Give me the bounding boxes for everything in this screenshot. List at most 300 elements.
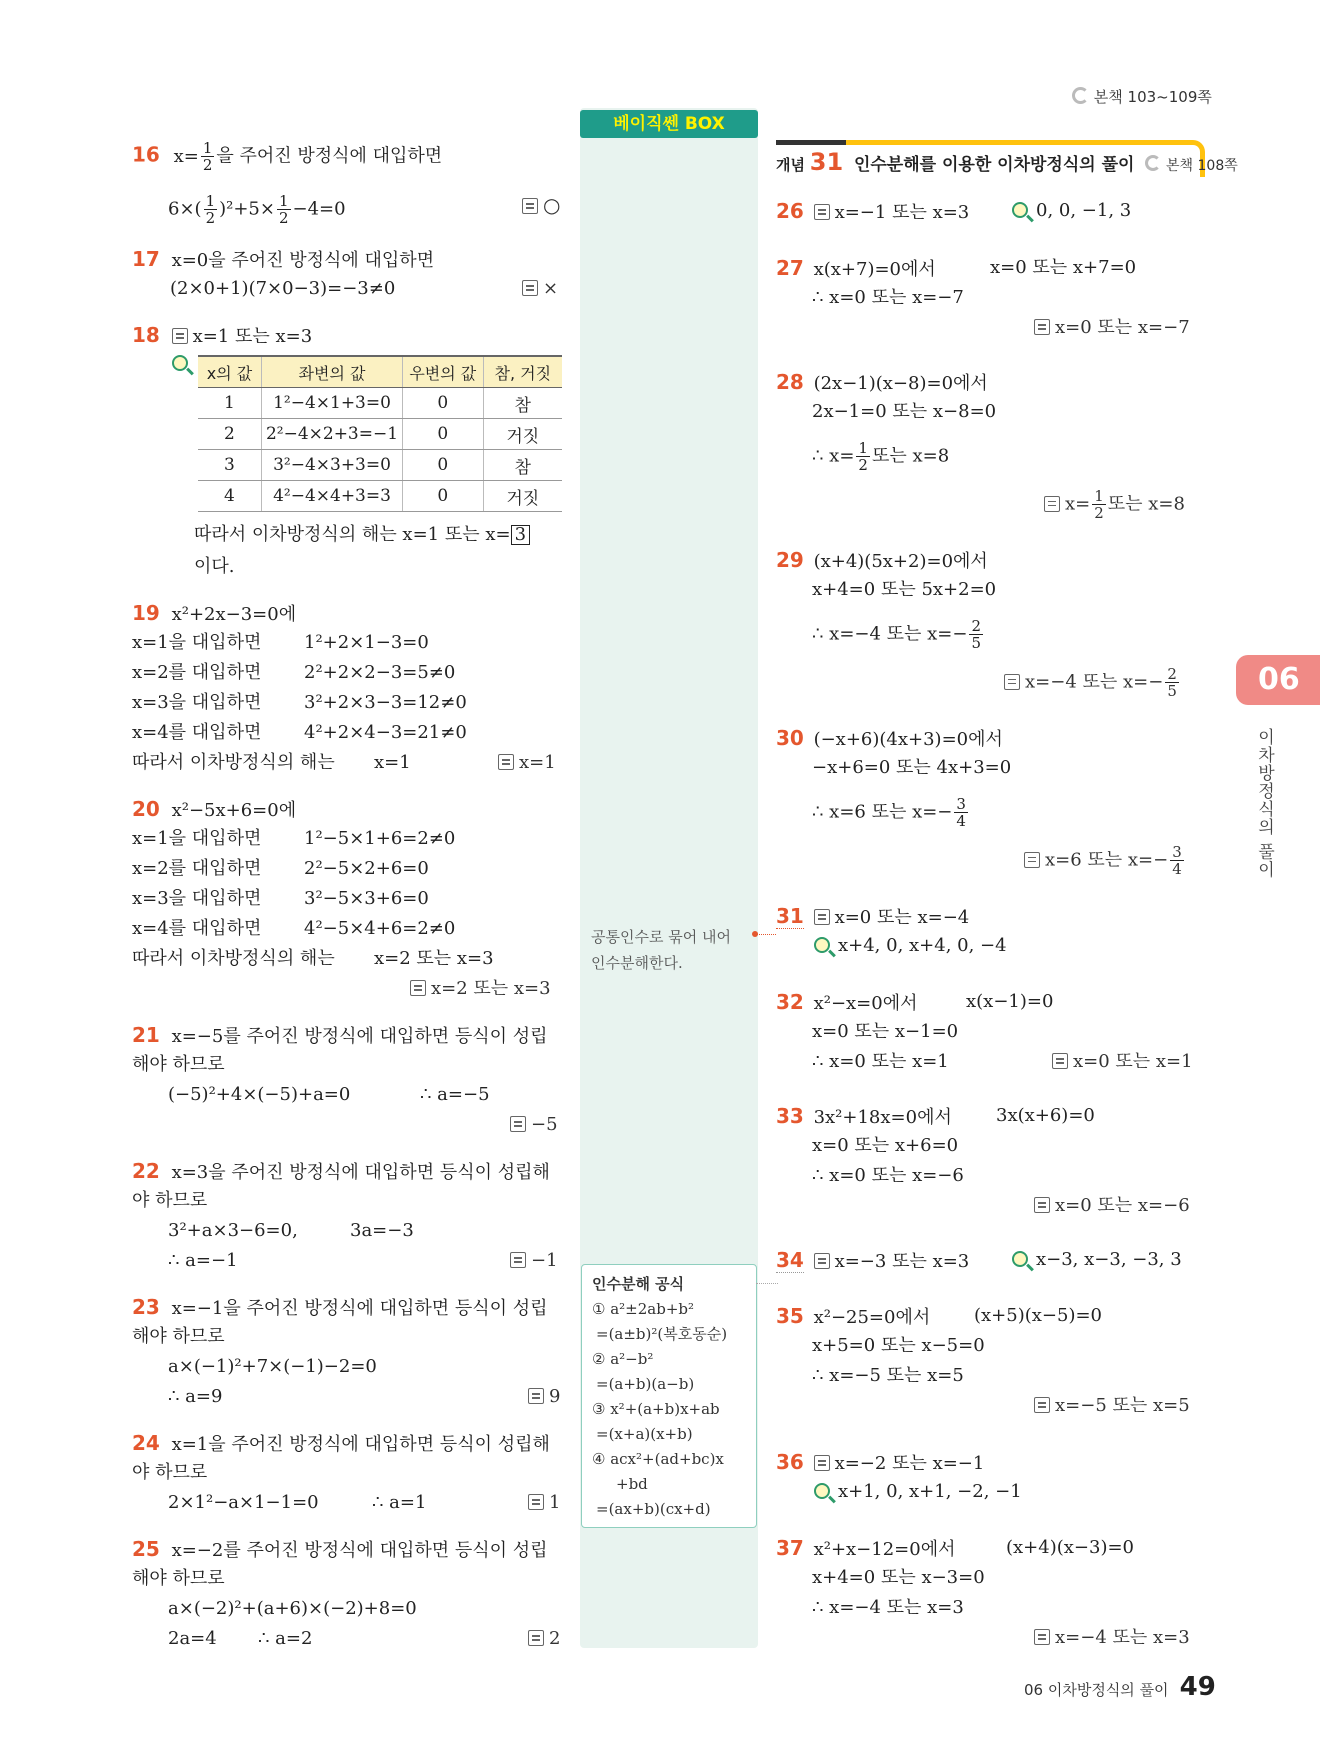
text-segment (1165, 666, 1179, 699)
text-line: (−x+6)(4x+3)=0에서 (813, 729, 1003, 750)
text-line: x=0 또는 x+7=0 (990, 257, 1137, 278)
answer-icon (1024, 852, 1040, 868)
formula-lines (592, 1297, 727, 1522)
text-line: 우변의 값 (403, 356, 483, 388)
text-line: x+4, 0, x+4, 0, −4 (838, 935, 1007, 956)
problem-20 (132, 797, 296, 823)
text-segment (812, 1164, 964, 1188)
text-segment (132, 1567, 225, 1591)
text-line: 32 (776, 990, 804, 1014)
text-line: 야 하므로 (132, 1190, 208, 1211)
hint-34 (1012, 1248, 1182, 1272)
text-line: 2a=4 (168, 1628, 217, 1649)
text-segment (168, 1491, 319, 1515)
problem-19 (132, 601, 296, 627)
text-line: x=−1을 주어진 방정식에 대입하면 등식이 성립 (171, 1298, 548, 1319)
text-segment (996, 1104, 1095, 1128)
problem-26 (776, 199, 969, 225)
text-line: ① a²±2ab+b² (592, 1300, 695, 1318)
text-segment (350, 1219, 414, 1243)
answer-28 (1044, 488, 1185, 521)
text-line: x²+x−12=0에서 (813, 1539, 956, 1560)
text-segment (132, 887, 261, 911)
text-segment (168, 1597, 417, 1621)
ref-icon (1072, 87, 1089, 104)
answer-37 (1034, 1626, 1190, 1650)
answer-icon (498, 754, 514, 770)
text-line: 2²−5×2+6=0 (304, 858, 429, 879)
text-line: 2 (202, 156, 213, 174)
text-segment (990, 256, 1136, 280)
magnifier-icon (1012, 202, 1028, 218)
text-line: x=1을 주어진 방정식에 대입하면 등식이 성립해 (171, 1434, 550, 1455)
basic-box-title: 베이직쎈 BOX (580, 110, 758, 138)
text-line: x=1을 대입하면 (132, 632, 262, 653)
text-segment (812, 756, 1011, 780)
text-segment (856, 440, 870, 473)
problem-18 (132, 323, 312, 349)
answer-icon (410, 980, 426, 996)
text-line: x=0 또는 x=−7 (1055, 317, 1190, 338)
text-line: (2x−1)(x−8)=0에서 (813, 373, 988, 394)
text-line: 본책 108쪽 (1166, 158, 1238, 174)
text-segment (132, 661, 261, 685)
text-line: 0 (403, 419, 483, 450)
text-segment (1170, 844, 1184, 877)
text-line: 2x−1=0 또는 x−8=0 (812, 401, 997, 422)
text-line: ∴ a=1 (372, 1492, 427, 1513)
text-line: 을 주어진 방정식에 대입하면 (216, 145, 443, 167)
text-line: x=3을 대입하면 (132, 692, 262, 713)
problem-16 (132, 140, 442, 173)
text-segment (168, 1627, 217, 1651)
text-line: 따라서 이차방정식의 해는 (132, 752, 335, 773)
text-segment (168, 1219, 298, 1243)
text-segment (168, 1355, 377, 1379)
text-segment (132, 1189, 207, 1213)
formula-box (581, 1264, 757, 1528)
text-segment (304, 917, 455, 941)
text-segment (1006, 1536, 1134, 1560)
text-line: 4²+2×4−3=21≠0 (304, 722, 467, 743)
table-18 (198, 355, 562, 512)
text-line: (−5)²+4×(−5)+a=0 (168, 1084, 351, 1105)
text-line: x=−4 또는 x=3 (1055, 1627, 1190, 1648)
text-line: x²−25=0에서 (813, 1307, 931, 1328)
problem-32 (776, 990, 918, 1016)
text-segment (132, 857, 261, 881)
text-segment (812, 1596, 964, 1620)
text-line: 본책 103~109쪽 (1093, 88, 1212, 106)
answer-icon (528, 1630, 544, 1646)
text-line: 4 (1172, 860, 1182, 878)
text-line: −4=0 (292, 198, 346, 220)
text-segment (132, 1053, 225, 1077)
problem-29 (776, 548, 988, 574)
text-line: 참 (483, 450, 562, 481)
text-segment (812, 1020, 958, 1044)
text-line: 1 (205, 192, 216, 210)
text-line: 3 (956, 795, 966, 813)
text-segment (812, 1566, 985, 1590)
text-line: x=0 또는 x−1=0 (812, 1021, 959, 1042)
text-line: 36 (776, 1450, 804, 1474)
text-line: x=−5를 주어진 방정식에 대입하면 등식이 성립 (171, 1026, 548, 1047)
text-line: 참, 거짓 (483, 356, 562, 388)
text-line: x²−x=0에서 (813, 993, 918, 1014)
text-line: 1 (549, 1492, 561, 1513)
text-line: −x+6=0 또는 4x+3=0 (812, 757, 1012, 778)
problem-28 (776, 370, 988, 396)
chapter-side-title: 이차방정식의 풀이 (1254, 728, 1274, 879)
magnifier-icon (1012, 1251, 1028, 1267)
text-line: ∴ a=−1 (168, 1250, 238, 1271)
text-segment (812, 440, 949, 473)
text-line: ∴ a=9 (168, 1386, 223, 1407)
problem-22 (132, 1159, 550, 1185)
text-line: 0 (403, 388, 483, 419)
text-segment (132, 1461, 207, 1485)
text-line: 4 (956, 812, 966, 830)
text-segment (812, 618, 985, 651)
text-line: 2×1²−a×1−1=0 (168, 1492, 319, 1513)
text-line: 28 (776, 370, 804, 394)
text-line: 2 (198, 419, 261, 450)
text-line: 공통인수로 묶어 내어 (591, 928, 731, 946)
problem-25 (132, 1537, 548, 1563)
answer-icon (1034, 319, 1050, 335)
text-line: 21 (132, 1023, 160, 1047)
text-segment (168, 1083, 350, 1107)
text-segment (304, 887, 429, 911)
text-line: ③ x²+(a+b)x+ab (592, 1400, 720, 1418)
text-line: x=1 (374, 752, 411, 773)
text-line: 해야 하므로 (132, 1326, 225, 1347)
text-line: ∴ a=−5 (420, 1084, 490, 1105)
magnifier-icon (814, 937, 830, 953)
page-ref (1072, 86, 1212, 107)
text-line: 거짓 (483, 481, 562, 512)
problem-36 (776, 1450, 984, 1476)
text-line: 3²+a×3−6=0, (168, 1220, 298, 1241)
formula-connector (756, 1283, 778, 1284)
text-segment (812, 1334, 985, 1358)
answer-icon (1034, 1629, 1050, 1645)
text-segment (812, 578, 996, 602)
table-row (198, 419, 562, 450)
problem-21 (132, 1023, 548, 1049)
answer-icon (522, 280, 538, 296)
text-line: 따라서 이차방정식의 해는 x=1 또는 x= (194, 524, 511, 545)
text-segment (204, 193, 218, 226)
text-line: 또는 x=8 (871, 445, 950, 467)
hint-36 (814, 1480, 1022, 1504)
text-line: 2 (549, 1628, 561, 1649)
problem-19-concl (132, 751, 335, 775)
answer-30 (1024, 844, 1186, 877)
concept-heading (776, 148, 1238, 176)
text-line: 2 (1094, 504, 1104, 522)
table-row (198, 481, 562, 512)
text-line: 참 (483, 388, 562, 419)
answer-23 (528, 1385, 560, 1409)
text-segment (812, 1364, 964, 1388)
text-line: 2 (971, 617, 982, 635)
text-line: 1²+2×1−3=0 (304, 632, 429, 653)
answer-icon (1004, 674, 1020, 690)
text-line: 2²−4×2+3=−1 (261, 419, 402, 450)
answer-25 (528, 1627, 560, 1651)
text-line: x+1, 0, x+1, −2, −1 (838, 1481, 1022, 1502)
text-segment (954, 796, 968, 829)
text-line: ∴ x=0 또는 x=−7 (812, 287, 964, 308)
text-line: 3²−4×3+3=0 (261, 450, 402, 481)
answer-icon (814, 1455, 830, 1471)
text-line: 23 (132, 1295, 160, 1319)
text-segment (132, 1325, 225, 1349)
text-line: (2×0+1)(7×0−3)=−3≠0 (170, 278, 396, 299)
text-line: =(a+b)(a−b) (596, 1375, 695, 1393)
text-segment (372, 1491, 426, 1515)
text-line: x= (1065, 493, 1091, 515)
text-line: 0 (403, 481, 483, 512)
text-line: )²+5× (219, 198, 275, 220)
text-line: x=2를 대입하면 (132, 858, 262, 879)
problem-31 (776, 904, 969, 930)
text-line: 3 (198, 450, 261, 481)
answer-icon (172, 328, 188, 344)
row (132, 631, 261, 655)
text-line: 해야 하므로 (132, 1054, 225, 1075)
text-line: 18 (132, 323, 160, 347)
text-line: ∴ x= (812, 445, 855, 467)
answer-icon (1044, 496, 1060, 512)
problem-18-concl (194, 523, 530, 547)
text-line: x=2를 대입하면 (132, 662, 262, 683)
text-segment (374, 751, 411, 775)
text-line: a×(−2)²+(a+6)×(−2)+8=0 (168, 1598, 417, 1619)
text-line: ∴ a=2 (258, 1628, 313, 1649)
text-line: x=−5 또는 x=5 (1055, 1395, 1190, 1416)
chapter-tab: 06 (1236, 655, 1320, 705)
text-line: x=0 또는 x=−6 (1055, 1195, 1190, 1216)
problem-24 (132, 1431, 550, 1457)
text-line: 1²−4×1+3=0 (261, 388, 402, 419)
answer-icon (522, 198, 538, 214)
answer-24 (528, 1491, 560, 1515)
text-line: ∴ x=−4 또는 x=3 (812, 1597, 964, 1618)
answer-icon (1052, 1053, 1068, 1069)
text-line: 19 (132, 601, 160, 625)
answer-35 (1034, 1394, 1190, 1418)
text-line: x=−3 또는 x=3 (834, 1251, 970, 1272)
answer-icon (1034, 1397, 1050, 1413)
text-line: x+5=0 또는 x−5=0 (812, 1335, 985, 1356)
text-line: 3 (1172, 843, 1182, 861)
text-line: 2 (205, 209, 216, 227)
problem-37 (776, 1536, 955, 1562)
text-line: (x+5)(x−5)=0 (974, 1305, 1102, 1326)
text-line: 4²−5×4+6=2≠0 (304, 918, 456, 939)
text-line: 따라서 이차방정식의 해는 (132, 948, 335, 969)
text-line: ④ acx²+(ad+bc)x (592, 1450, 724, 1468)
text-line: x=1을 대입하면 (132, 828, 262, 849)
text-line: x²−5x+6=0에 (171, 800, 297, 821)
text-line: 22 (132, 1159, 160, 1183)
text-line: x=0 또는 x=1 (1073, 1051, 1193, 1072)
answer-icon (814, 909, 830, 925)
text-line: 29 (776, 548, 804, 572)
text-line: 30 (776, 726, 804, 750)
text-line: =(a±b)²(복호동순) (596, 1325, 728, 1343)
answer-icon (1034, 1197, 1050, 1213)
text-line: x의 값 (198, 356, 261, 388)
text-line: x=4를 대입하면 (132, 918, 262, 939)
text-line: +bd (616, 1475, 648, 1493)
text-line: 16 (132, 142, 160, 167)
text-line: × (543, 278, 559, 299)
answer-33 (1034, 1194, 1190, 1218)
problem-17-work (170, 277, 395, 301)
text-line: ∴ x=−4 또는 x=− (812, 623, 968, 645)
text-line: 6×( (168, 198, 202, 220)
box-note-factor (591, 924, 731, 976)
text-line: 24 (132, 1431, 160, 1455)
hint-26 (1012, 199, 1131, 223)
text-line: x=3을 대입하면 (132, 888, 262, 909)
answer-20 (410, 977, 551, 1001)
text-line: ∴ x=0 또는 x=−6 (812, 1165, 964, 1186)
text-line: 5 (1167, 682, 1177, 700)
answer-icon (510, 1116, 526, 1132)
text-segment (277, 193, 291, 226)
text-line: x=−1 또는 x=3 (834, 202, 970, 223)
text-line: x= (173, 145, 199, 167)
text-line: x=1 또는 x=3 (192, 326, 313, 347)
text-line: 27 (776, 256, 804, 280)
text-line: 1 (1094, 487, 1104, 505)
text-line: x²+2x−3=0에 (171, 604, 297, 625)
answer-19 (498, 751, 556, 775)
text-line: 좌변의 값 (261, 356, 402, 388)
table-row (198, 450, 562, 481)
table-row (198, 388, 562, 419)
answer-32 (1052, 1050, 1193, 1074)
text-line: 17 (132, 247, 160, 271)
text-line: x+4=0 또는 x−3=0 (812, 1567, 985, 1588)
text-line: −5 (531, 1114, 558, 1135)
text-line: x=−2를 주어진 방정식에 대입하면 등식이 성립 (171, 1540, 548, 1561)
answer-16 (522, 193, 560, 219)
text-line: ∴ x=0 또는 x=1 (812, 1051, 949, 1072)
text-line: 이다. (194, 556, 235, 577)
text-line: 5 (971, 634, 982, 652)
text-segment (132, 947, 335, 971)
text-line: 37 (776, 1536, 804, 1560)
problem-16-work (168, 193, 346, 226)
text-line: 34 (776, 1248, 804, 1272)
problem-17 (132, 247, 434, 273)
text-line: x=4를 대입하면 (132, 722, 262, 743)
text-line: x=3을 주어진 방정식에 대입하면 등식이 성립해 (171, 1162, 550, 1183)
answer-icon (528, 1494, 544, 1510)
text-segment (168, 1249, 238, 1273)
text-line: 9 (549, 1386, 561, 1407)
answer-icon (528, 1388, 544, 1404)
text-line: −1 (531, 1250, 558, 1271)
text-line: 1 (858, 439, 868, 457)
answer-icon (814, 204, 830, 220)
answer-21 (510, 1113, 558, 1137)
text-segment (258, 1627, 312, 1651)
text-line: x=0을 주어진 방정식에 대입하면 (171, 250, 435, 271)
answer-17 (522, 277, 558, 301)
text-line: 1 (278, 192, 289, 210)
problem-18-concl-2 (194, 555, 235, 579)
text-line: 35 (776, 1304, 804, 1328)
text-line: =(ax+b)(cx+d) (596, 1500, 711, 1518)
text-line: ② a²−b² (592, 1350, 654, 1368)
answer-29 (1004, 666, 1181, 699)
text-line: 0 (403, 450, 483, 481)
text-segment (966, 990, 1053, 1014)
text-line: 3x(x+6)=0 (996, 1105, 1095, 1126)
text-line: x+4=0 또는 5x+2=0 (812, 579, 997, 600)
text-line: 거짓 (483, 419, 562, 450)
text-segment (304, 631, 429, 655)
text-line: 2 (1167, 665, 1177, 683)
text-line: 26 (776, 199, 804, 223)
text-segment (304, 827, 455, 851)
problem-35 (776, 1304, 930, 1330)
problem-33 (776, 1104, 952, 1130)
text-line: x(x+7)=0에서 (813, 259, 936, 280)
text-line: 33 (776, 1104, 804, 1128)
text-line: 인수분해한다. (591, 954, 683, 972)
text-line: 인수분해를 이용한 이차방정식의 풀이 (853, 155, 1135, 175)
text-line: 31 (776, 904, 804, 928)
note-dot (752, 931, 758, 937)
text-line: ○ (543, 193, 561, 217)
text-line: 0, 0, −1, 3 (1036, 200, 1132, 221)
text-segment (1092, 488, 1106, 521)
text-segment (812, 1134, 958, 1158)
text-line: x=1 (519, 752, 556, 773)
text-line: 3²+2×3−3=12≠0 (304, 692, 467, 713)
problem-27 (776, 256, 936, 282)
text-line: 2²+2×2−3=5≠0 (304, 662, 456, 683)
text-line: 20 (132, 797, 160, 821)
magnifier-icon (172, 355, 188, 371)
concept-bar-dark (776, 140, 846, 145)
text-line: x=−4 또는 x=− (1025, 671, 1164, 693)
text-segment (812, 1050, 949, 1074)
text-line: x=0 또는 x=−4 (834, 907, 970, 928)
text-line: ∴ x=−5 또는 x=5 (812, 1365, 964, 1386)
text-segment (132, 827, 261, 851)
text-segment (974, 1304, 1102, 1328)
answer-icon (814, 1253, 830, 1269)
fraction (201, 140, 215, 173)
text-segment (304, 721, 467, 745)
text-segment (812, 400, 996, 424)
text-line: 또는 x=8 (1107, 493, 1185, 515)
text-line: 4²−4×4+3=3 (261, 481, 402, 512)
text-line: (x+4)(5x+2)=0에서 (813, 551, 988, 572)
footer (1024, 1672, 1216, 1702)
text-line: 2 (278, 209, 289, 227)
text-segment (969, 618, 983, 651)
